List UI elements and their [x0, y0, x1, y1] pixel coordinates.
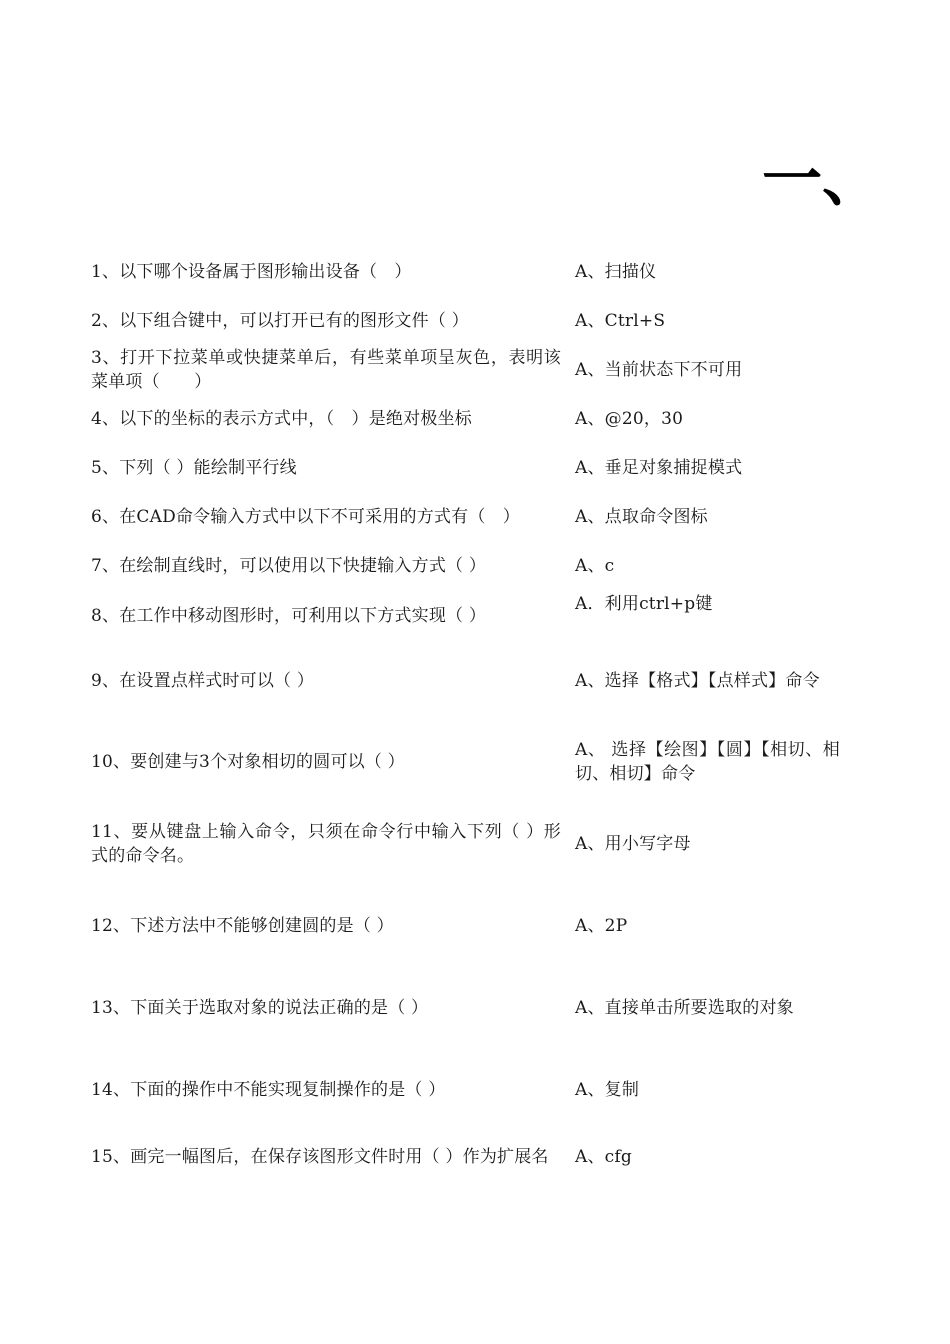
table-row: [0, 395, 950, 443]
table-row: [0, 493, 950, 541]
question-text: 11、要从键盘上输入命令，只须在命令行中输入下列（ ）形式的命令名。: [91, 822, 561, 866]
table-row: [0, 724, 950, 800]
option-a: A、cfg: [575, 1147, 632, 1167]
option-a: A、复制: [575, 1080, 640, 1100]
table-row: [0, 806, 950, 882]
option-a: A、用小写字母: [575, 834, 691, 854]
question-text: 10、要创建与3个对象相切的圆可以（ ）: [91, 752, 405, 772]
question-text: 5、下列（ ）能绘制平行线: [91, 458, 297, 478]
section-heading: 一、: [762, 145, 882, 215]
question-text: 1、以下哪个设备属于图形输出设备（ ）: [91, 262, 412, 282]
table-row: [0, 346, 950, 394]
option-a: A、Ctrl+S: [575, 311, 666, 331]
table-row: [0, 888, 950, 964]
question-text: 3、打开下拉菜单或快捷菜单后，有些菜单项呈灰色，表明该菜单项（ ）: [91, 348, 561, 392]
table-row: [0, 1052, 950, 1128]
question-text: 14、下面的操作中不能实现复制操作的是（ ）: [91, 1080, 446, 1100]
option-a: A、c: [575, 556, 615, 576]
option-a: A、扫描仪: [575, 262, 657, 282]
option-a: A、点取命令图标: [575, 507, 708, 527]
question-text: 12、下述方法中不能够创建圆的是（ ）: [91, 916, 394, 936]
table-row: [0, 444, 950, 492]
table-row: [0, 248, 950, 296]
question-text: 13、下面关于选取对象的说法正确的是（ ）: [91, 998, 429, 1018]
table-row: [0, 645, 950, 717]
question-text: 6、在CAD命令输入方式中以下不可采用的方式有（ ）: [91, 507, 520, 527]
table-row: [0, 297, 950, 345]
table-row: [0, 1132, 950, 1182]
option-a: A、直接单击所要选取的对象: [575, 998, 794, 1018]
option-a: A、2P: [575, 916, 628, 936]
question-text: 7、在绘制直线时，可以使用以下快捷输入方式（ ）: [91, 556, 487, 576]
option-a: A、 选择【绘图】【圆】【相切、相切、相切】命令: [575, 740, 840, 784]
question-text: 2、以下组合键中，可以打开已有的图形文件（ ）: [91, 311, 469, 331]
question-text: 8、在工作中移动图形时，可利用以下方式实现（ ）: [91, 606, 487, 626]
table-row: [0, 592, 950, 640]
option-a: A、选择【格式】【点样式】命令: [575, 671, 820, 691]
question-text: 9、在设置点样式时可以（ ）: [91, 671, 315, 691]
option-a: A、垂足对象捕捉模式: [575, 458, 743, 478]
table-row: [0, 542, 950, 590]
table-row: [0, 970, 950, 1046]
option-a: A．利用ctrl+p键: [575, 594, 713, 614]
option-a: A、当前状态下不可用: [575, 360, 743, 380]
question-text: 15、画完一幅图后，在保存该图形文件时用（ ）作为扩展名: [91, 1147, 549, 1167]
question-text: 4、以下的坐标的表示方式中，（ ）是绝对极坐标: [91, 409, 472, 429]
option-a: A、@20，30: [575, 409, 684, 429]
